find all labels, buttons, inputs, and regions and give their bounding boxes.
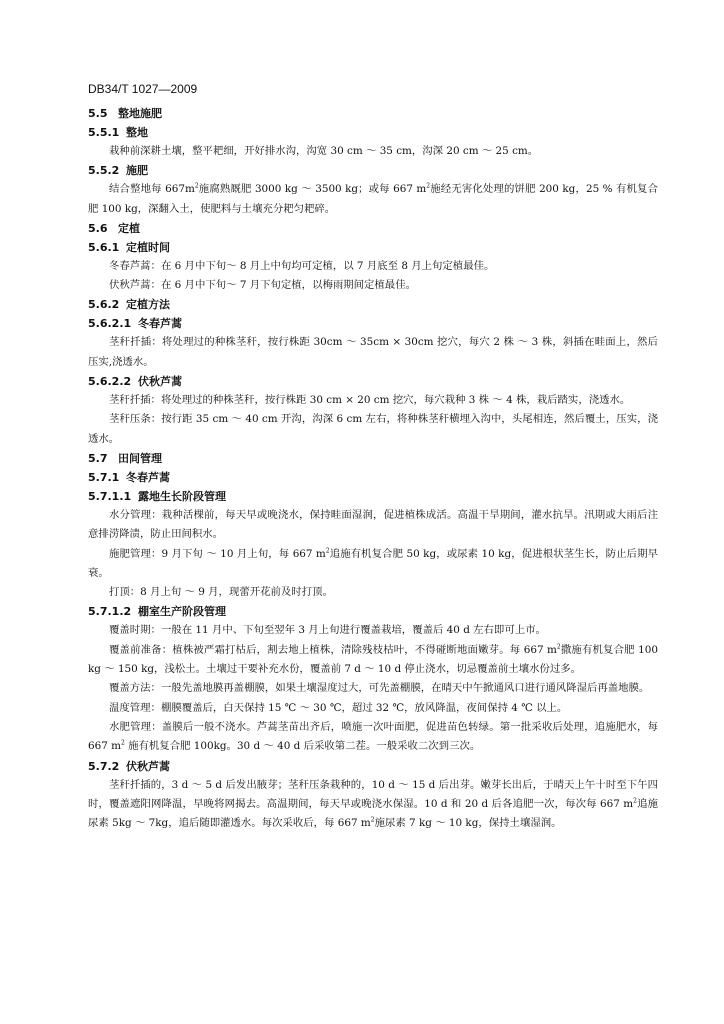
paragraph: 水分管理：栽种活棵前，每天早或晚浇水，保持畦面湿润，促进植株成活。高温干旱期间，灌水抗旱。汛期或大雨后注意排涝降渍，防止田间积水。: [88, 508, 658, 541]
section-title: 定植: [118, 221, 140, 235]
section-5-6-2-1-heading: [88, 314, 658, 333]
paragraph: 茎秆扦插的，3 d ～ 5 d 后发出腋芽；茎秆压条栽种的，10 d ～ 15 d 后出芽。嫩芽长出后，于晴天上午十时至下午四时，覆盖遮阳网降温，早晚将网揭去。高温期间，每天早或晚浇水保湿。10 d 和 20 d 后各追肥一次，每次每 667 $m^2$追施尿素 5kg ～ 7kg，追后随即灌透水。每次采收后，每 667 $m^2$施尿素 7 kg ～ 10 kg，保持土壤湿润。: [88, 778, 658, 830]
section-number: 5.6.1: [88, 240, 120, 254]
document-page: [88, 82, 658, 833]
paragraph: 茎秆扦插：将处理过的种株茎秆，按行株距 30cm ～ 35cm × 30cm 挖穴，每穴 2 株 ～ 3 株，斜插在畦面上，然后压实,浇透水。: [88, 336, 658, 368]
section-5-6-2-heading: [88, 295, 658, 314]
section-5-7-2-heading: [88, 757, 658, 776]
section-number: 5.5.2: [88, 164, 120, 178]
paragraph: 施肥管理：9 月下旬 ～ 10 月上旬，每 667 $m^2$追施有机复合肥 50 kg，或尿素 10 kg，促进根状茎生长，防止后期早衰。: [88, 547, 658, 579]
section-number: 5.5: [88, 107, 108, 120]
section-number: 5.7.1.2: [88, 605, 132, 619]
section-5-5-heading: [88, 104, 658, 123]
section-number: 5.7.2: [88, 759, 120, 773]
document-header: DB34/T 1027—2009: [88, 82, 198, 96]
section-number: 5.7: [88, 451, 108, 465]
section-5-6-1-heading: [88, 238, 658, 257]
paragraph: 温度管理：棚膜覆盖后，白天保持 15 ℃ ～ 30 ℃，超过 32 ℃，放风降温，夜间保持 4 ℃ 以上。: [109, 701, 568, 714]
section-number: 5.6: [88, 221, 108, 235]
paragraph: 栽种前深耕土壤，整平耙细，开好排水沟，沟宽 30 cm ～ 35 cm，沟深 20 cm ～ 25 cm。: [109, 145, 539, 157]
section-5-7-heading: [88, 449, 658, 468]
paragraph: 茎秆扦插：将处理过的种株茎秆，按行株距 30 cm × 20 cm 挖穴，每穴栽种 3 株 ～ 4 株，栽后踏实，浇透水。: [109, 394, 631, 407]
section-title: 冬春芦蒿: [138, 317, 182, 331]
section-5-7-1-heading: [88, 468, 658, 487]
section-number: 5.6.2.1: [88, 317, 132, 331]
section-title: 定植时间: [126, 240, 170, 254]
section-number: 5.6.2.2: [88, 375, 132, 389]
section-number: 5.5.1: [88, 126, 120, 139]
section-title: 棚室生产阶段管理: [138, 605, 226, 619]
section-5-5-1-heading: [88, 123, 658, 142]
section-number: 5.7.1.1: [88, 489, 132, 503]
paragraph: 伏秋芦蒿：在 6 月中下旬～ 7 月下旬定植，以梅雨期间定植最佳。: [109, 279, 416, 292]
paragraph: 覆盖时期：一般在 11 月中、下旬至翌年 3 月上旬进行覆盖栽培，覆盖后 40 d 左右即可上市。: [109, 624, 546, 637]
paragraph: 结合整地每 $667m^2$施腐熟厩肥 3000 kg ～ 3500 kg；或每 667 $m^2$施经无害化处理的饼肥 200 kg，25 % 有机复合肥 100 kg，深翻入土，使肥料与土壤充分耙匀耙碎。: [88, 182, 658, 215]
section-title: 定植方法: [126, 298, 170, 312]
section-5-6-heading: [88, 219, 658, 238]
section-number: 5.7.1: [88, 470, 120, 484]
section-title: 冬春芦蒿: [126, 470, 170, 484]
paragraph: 茎秆压条：按行距 35 cm ～ 40 cm 开沟，沟深 6 cm 左右，将种株茎秆横埋入沟中，头尾相连，然后覆土，压实，浇透水。: [88, 413, 658, 445]
section-5-5-2-heading: [88, 161, 658, 180]
section-title: 田间管理: [118, 451, 162, 465]
section-title: 施肥: [126, 164, 148, 178]
section-title: 整地: [126, 126, 148, 139]
paragraph: 水肥管理：盖膜后一般不浇水。芦蒿茎苗出齐后，喷施一次叶面肥，促进苗色转绿。第一批采收后处理，追施肥水，每 667 $m^2$ 施有机复合肥 100kg。30 d ～ 40 d 后采收第二茬。一般采收二次到三次。: [88, 720, 658, 753]
section-title: 伏秋芦蒿: [126, 759, 170, 773]
paragraph: 打顶：8 月上旬 ～ 9 月，现蕾开花前及时打顶。: [109, 586, 333, 599]
paragraph: 覆盖前准备：植株被严霜打枯后，割去地上植株，清除残枝枯叶，不得碰断地面嫩芽。每 667 $m^2$撒施有机复合肥 100 kg ～ 150 kg，浅松土。土壤过干要补充水份，覆盖前 7 d ～ 10 d 停止浇水，切忌覆盖前土壤水份过多。: [88, 643, 658, 676]
section-title: 整地施肥: [118, 107, 162, 120]
paragraph: 冬春芦蒿：在 6 月中下旬～ 8 月上中旬均可定植，以 7 月底至 8 月上旬定植最佳。: [109, 259, 495, 272]
section-5-7-1-1-heading: [88, 487, 658, 506]
section-5-6-2-2-heading: [88, 372, 658, 391]
section-title: 露地生长阶段管理: [138, 489, 226, 503]
paragraph: 覆盖方法：一般先盖地膜再盖棚膜，如果土壤湿度过大，可先盖棚膜，在晴天中午掀通风口进行通风降湿后再盖地膜。: [109, 682, 650, 695]
section-title: 伏秋芦蒿: [138, 375, 182, 389]
section-number: 5.6.2: [88, 298, 120, 312]
section-5-7-1-2-heading: [88, 602, 658, 621]
